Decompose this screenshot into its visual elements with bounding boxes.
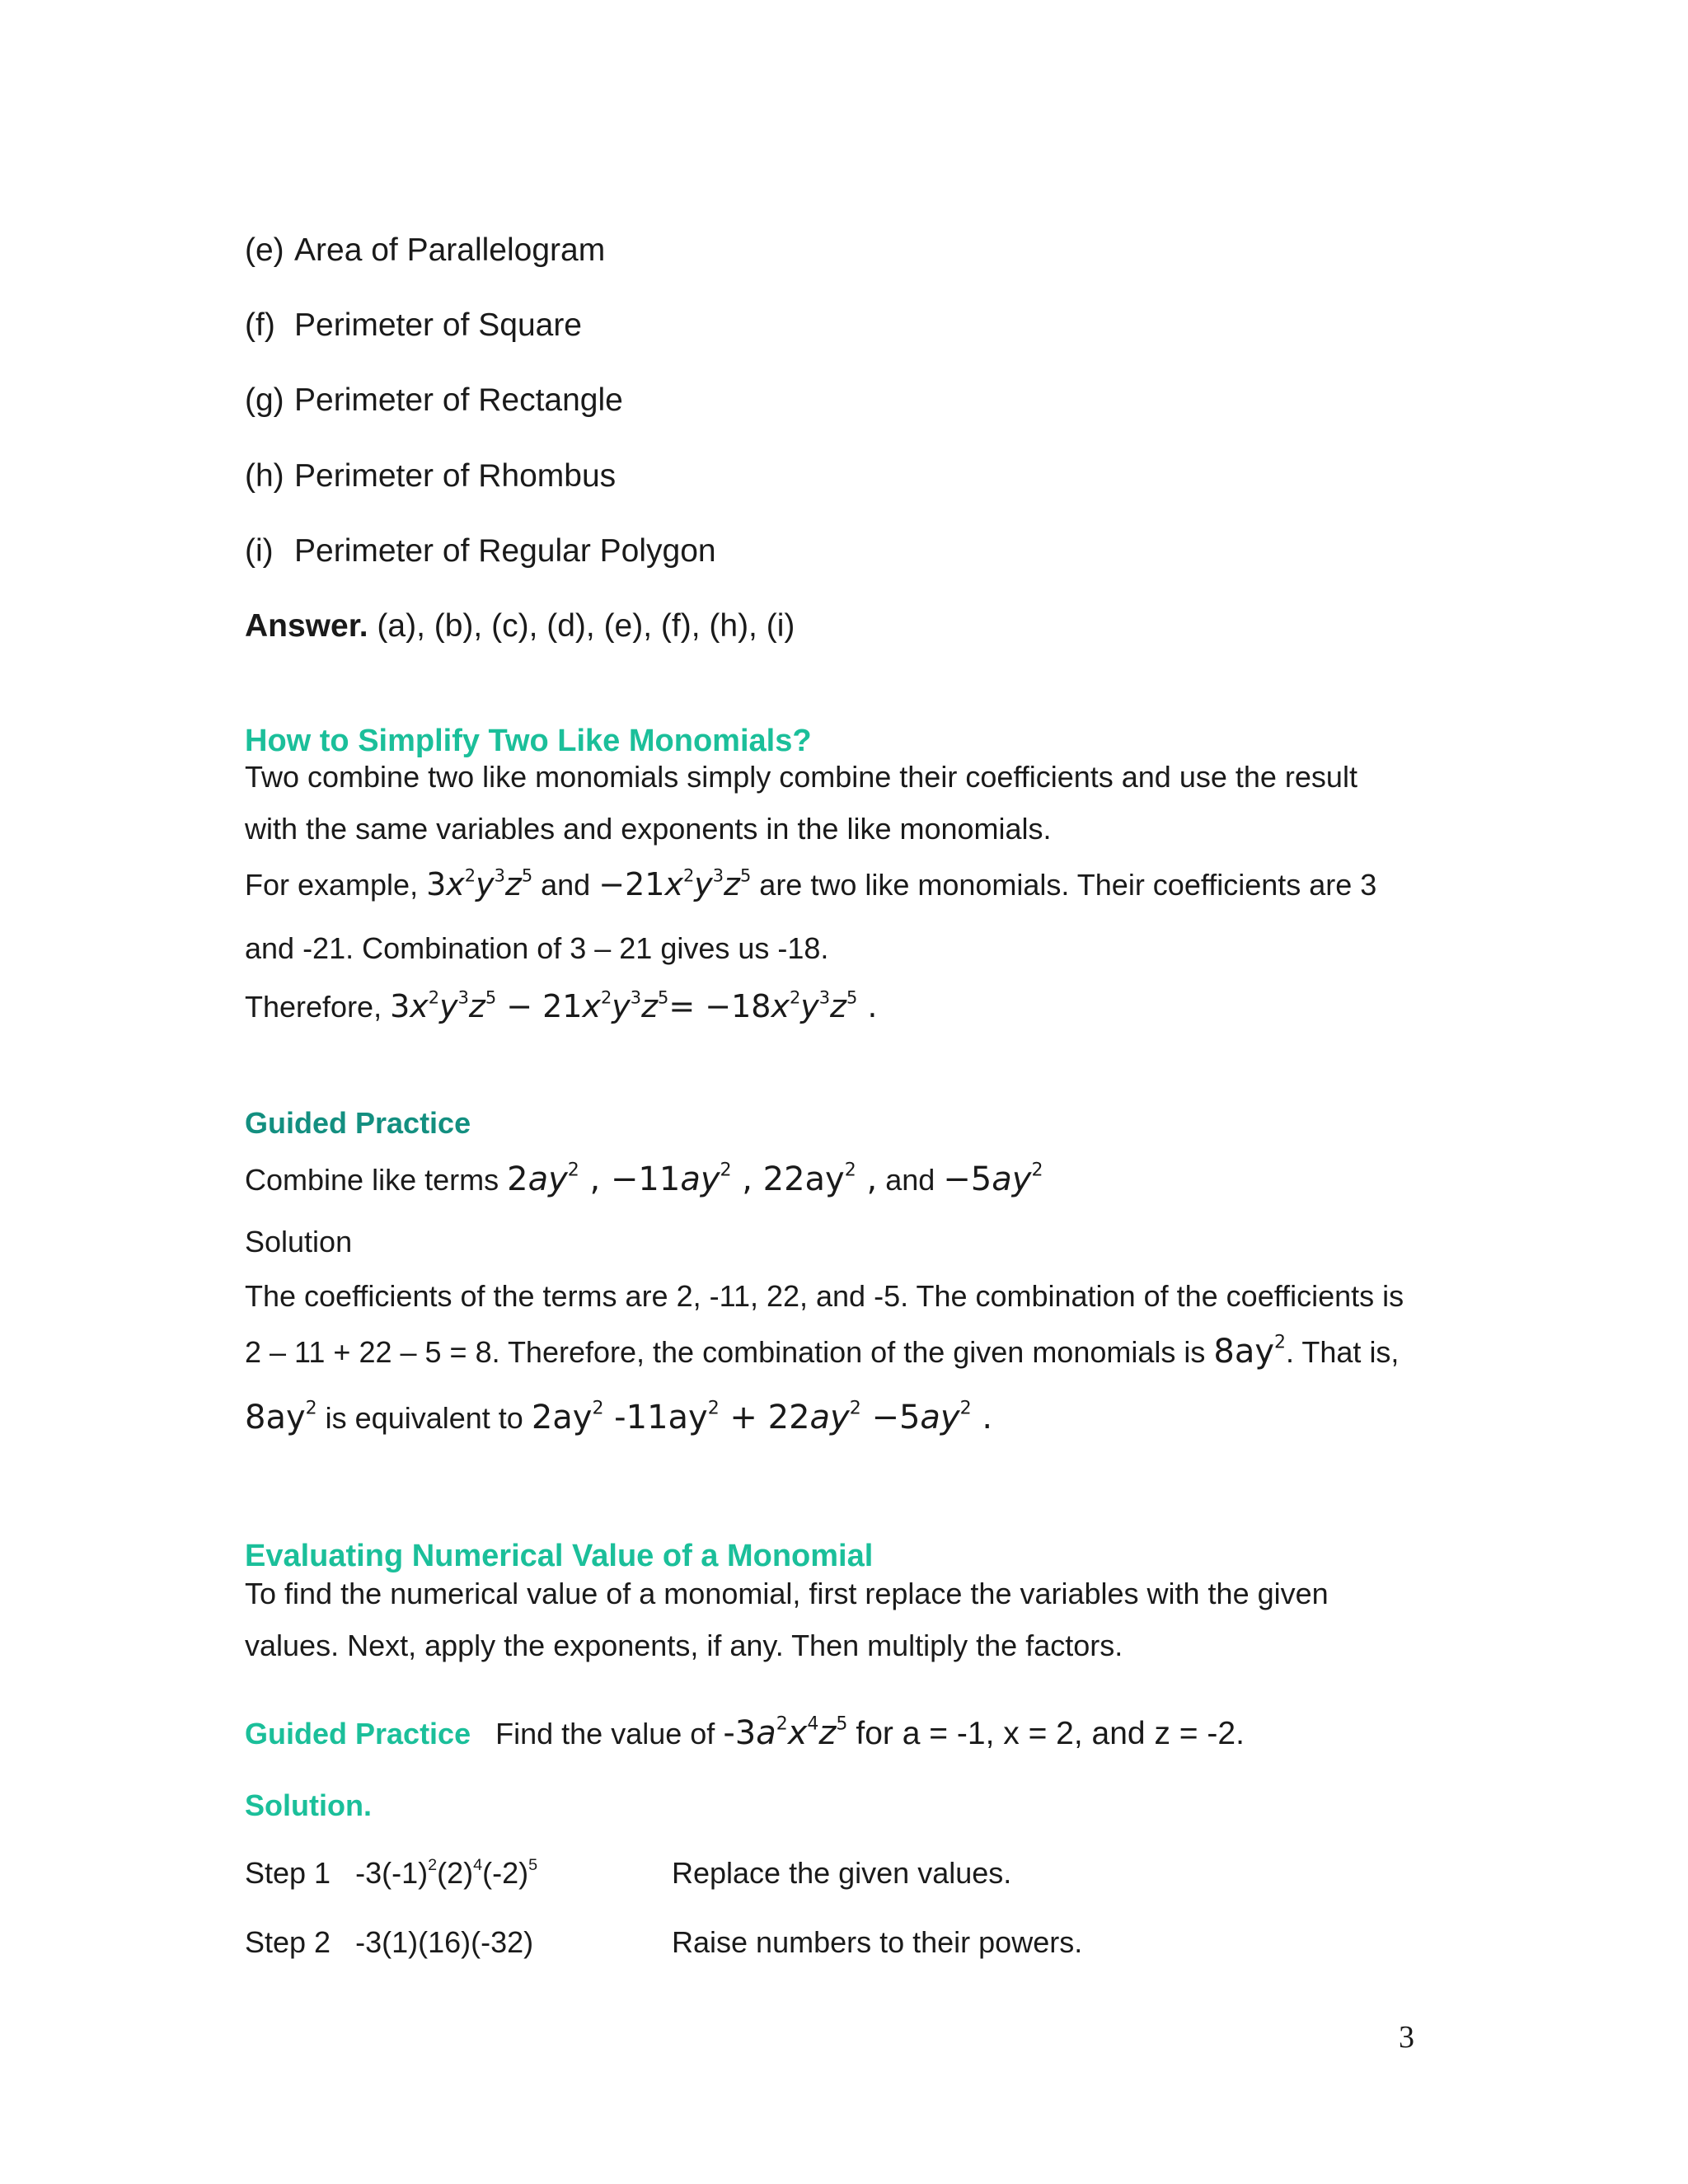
equivalence-line: [245, 1399, 992, 1436]
list-text: Perimeter of Square: [294, 307, 583, 343]
section-heading-simplify: How to Simplify Two Like Monomials?: [245, 724, 812, 758]
list-text: Area of Parallelogram: [294, 232, 606, 268]
list-text: Perimeter of Rhombus: [294, 458, 617, 494]
step-description: Raise numbers to their powers.: [672, 1925, 1083, 1959]
therefore-label: Therefore,: [245, 990, 382, 1024]
math-expression: $3x^2y^3z^5$: [426, 865, 533, 902]
list-text: Perimeter of Regular Polygon: [294, 533, 716, 569]
find-suffix: for a = -1, x = 2, and z = -2.: [856, 1716, 1245, 1751]
example-line: [245, 867, 1376, 903]
math-expression: $8ay^2$: [245, 1398, 317, 1436]
combine-prefix: Combine like terms: [245, 1163, 499, 1197]
step-row: [245, 1925, 1399, 1959]
step-row: [245, 1856, 1399, 1890]
step-expression: -3(1)(16)(-32): [355, 1925, 534, 1959]
section-heading-evaluating: Evaluating Numerical Value of a Monomial: [245, 1539, 874, 1573]
list-item: [245, 307, 582, 344]
paragraph-line: Two combine two like monomials simply combine their coefficients and use the result: [245, 760, 1357, 794]
guided-practice-find-line: [245, 1714, 1245, 1753]
list-label: (h): [245, 458, 284, 494]
paragraph-line: values. Next, apply the exponents, if any. Then multiply the factors.: [245, 1629, 1123, 1662]
paragraph-line: To find the numerical value of a monomial, first replace the variables with the given: [245, 1577, 1329, 1610]
therefore-line: [245, 989, 877, 1025]
list-label: (f): [245, 307, 275, 343]
paragraph-line: The coefficients of the terms are 2, -11, 22, and -5. The combination of the coefficients is: [245, 1279, 1404, 1313]
solution-text: 2 – 11 + 22 – 5 = 8. Therefore, the combination of the given monomials is: [245, 1335, 1206, 1369]
solution-line: [245, 1333, 1399, 1371]
combine-and: and: [885, 1163, 935, 1197]
list-item: [245, 382, 623, 419]
step-expression: $-3(-1)^2(2)^4(-2)^5$: [355, 1856, 538, 1890]
math-expression: $-3a^2x^4z^5$: [723, 1713, 848, 1752]
list-label: (i): [245, 533, 274, 569]
answer-line: [245, 608, 795, 644]
find-prefix: Find the value of: [495, 1717, 715, 1750]
list-item: [245, 458, 616, 494]
math-expression: $2ay^2$ $-11ay^2 + 22ay^2 -5ay^2$ .: [531, 1398, 993, 1436]
list-text: Perimeter of Rectangle: [294, 382, 623, 418]
paragraph-line: and -21. Combination of 3 – 21 gives us -18.: [245, 931, 829, 965]
solution-label: Solution: [245, 1225, 353, 1258]
example-prefix: For example,: [245, 868, 419, 902]
math-expression: $-21x^2y^3z^5$: [598, 865, 752, 902]
math-expression: $3x^2y^3z^5 - 21x^2y^3z^5= -18x^2y^3z^5$ .: [390, 987, 878, 1024]
list-label: (e): [245, 232, 284, 268]
equivalent-text: is equivalent to: [325, 1401, 523, 1435]
math-expression: $-5ay^2$: [943, 1160, 1043, 1198]
guided-practice-heading: Guided Practice: [245, 1717, 471, 1750]
step-description: Replace the given values.: [672, 1856, 1012, 1890]
list-label: (g): [245, 382, 284, 418]
document-page: [245, 0, 1448, 2184]
page-number: 3: [1399, 2020, 1414, 2055]
answer-label: Answer.: [245, 608, 368, 644]
step-label: Step 1: [245, 1856, 331, 1890]
solution-text: . That is,: [1286, 1335, 1400, 1369]
combine-line: [245, 1160, 1043, 1198]
example-suffix: are two like monomials. Their coefficients are 3: [759, 868, 1377, 902]
answer-text: (a), (b), (c), (d), (e), (f), (h), (i): [377, 608, 795, 644]
list-item: [245, 533, 716, 569]
paragraph-line: with the same variables and exponents in the like monomials.: [245, 812, 1052, 846]
guided-practice-heading: Guided Practice: [245, 1106, 471, 1140]
solution-heading: Solution.: [245, 1788, 372, 1822]
math-expression: $8ay^2$: [1213, 1332, 1287, 1371]
list-item: [245, 232, 605, 269]
step-label: Step 2: [245, 1925, 331, 1959]
example-and: and: [541, 868, 591, 902]
math-expression: $2ay^2$ , $-11ay^2$ , $22ay^2$ ,: [507, 1160, 878, 1198]
